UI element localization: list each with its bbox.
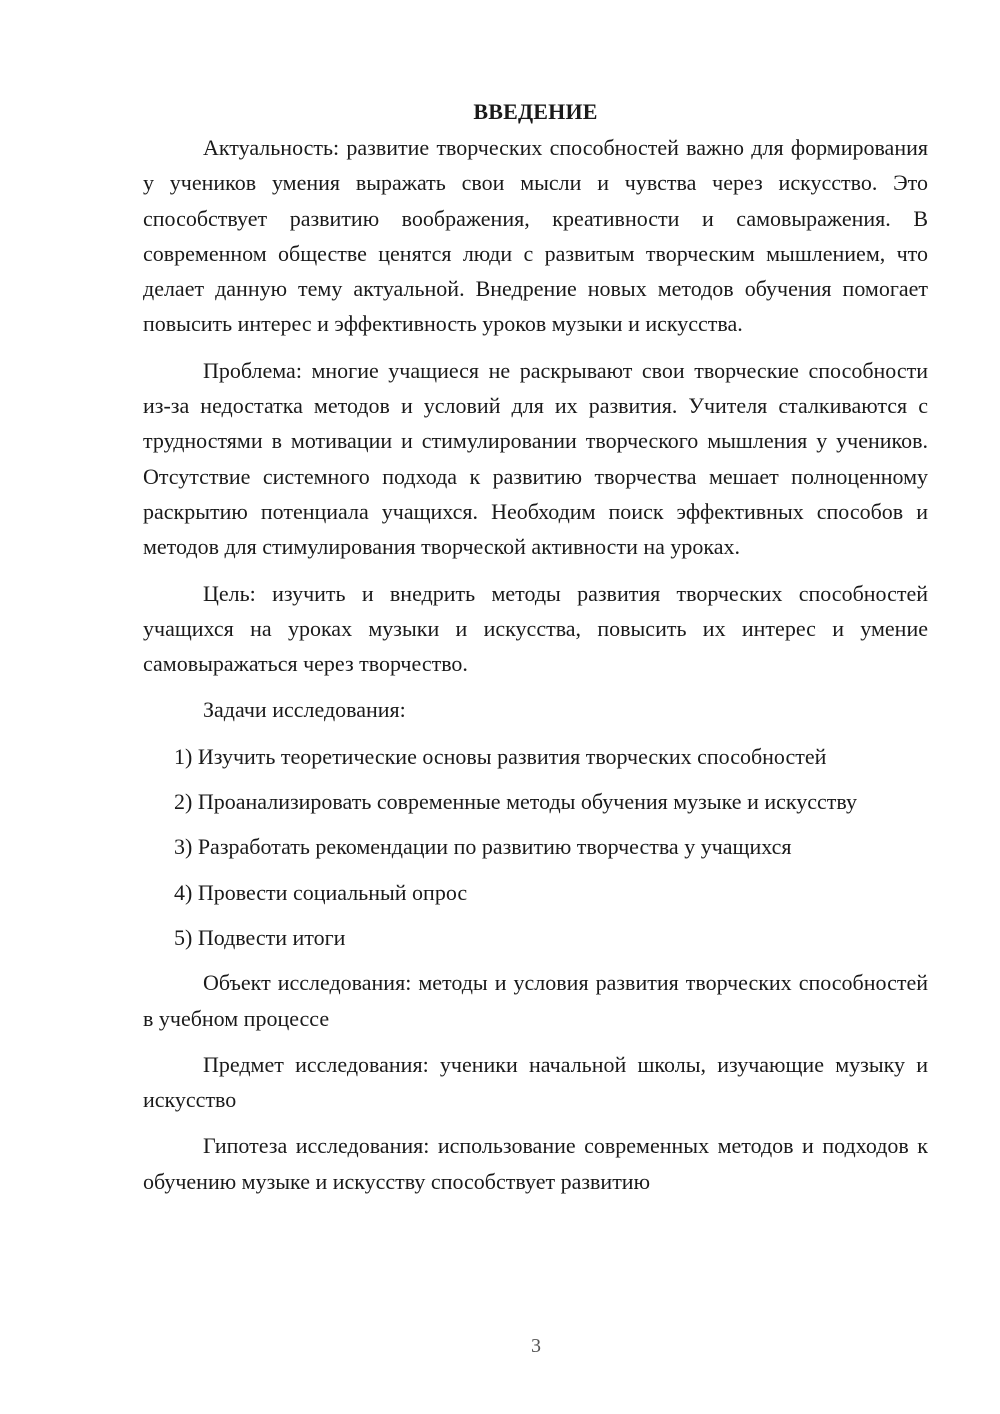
task-item: 5) Подвести итоги [174, 924, 346, 950]
paragraph-subject: Предмет исследования: ученики начальной школы, изучающие музыку и искусство [143, 1051, 928, 1113]
document-body [143, 94, 928, 1210]
task-item: 1) Изучить теоретические основы развития творческих способностей [174, 743, 827, 769]
task-item: 2) Проанализировать современные методы обучения музыке и искусству [174, 789, 858, 815]
paragraph-problem: Проблема: многие учащиеся не раскрывают свои творческие способности из-за недостатка методов и условий для их развития. Учителя сталкиваются с трудностями в мотивации и стимулировании творческого мышления у учеников. Отсутствие системного подхода к развитию творчества мешает полноценному раскрытию потенциала учащихся. Необходим поиск эффективных способов и методов для стимулирования творческой активности на уроках. [143, 357, 928, 560]
paragraph-hypothesis: Гипотеза исследования: использование современных методов и подходов к обучению музыке и искусству способствует развитию [143, 1133, 928, 1194]
task-item: 3) Разработать рекомендации по развитию творчества у учащихся [174, 834, 792, 860]
paragraph-goal: Цель: изучить и внедрить методы развития творческих способностей учащихся на уроках музыки и искусства, повысить их интерес и умение самовыражаться через творчество. [143, 580, 928, 677]
paragraph-object: Объект исследования: методы и условия развития творческих способностей в учебном процессе [143, 970, 928, 1031]
task-item: 4) Провести социальный опрос [174, 879, 468, 905]
page-number: 3 [531, 1335, 541, 1357]
tasks-heading: Задачи исследования: [203, 697, 406, 723]
paragraph-relevance: Актуальность: развитие творческих способностей важно для формирования у учеников умения выражать свои мысли и чувства через искусство. Это способствует развитию воображения, креативности и самовыражения. В современном обществе ценятся люди с развитым творческим мышлением, что делает данную тему актуальной. Внедрение новых методов обучения помогает повысить интерес и эффективность уроков музыки и искусства. [143, 135, 928, 337]
page-title: ВВЕДЕНИЕ [473, 99, 598, 124]
